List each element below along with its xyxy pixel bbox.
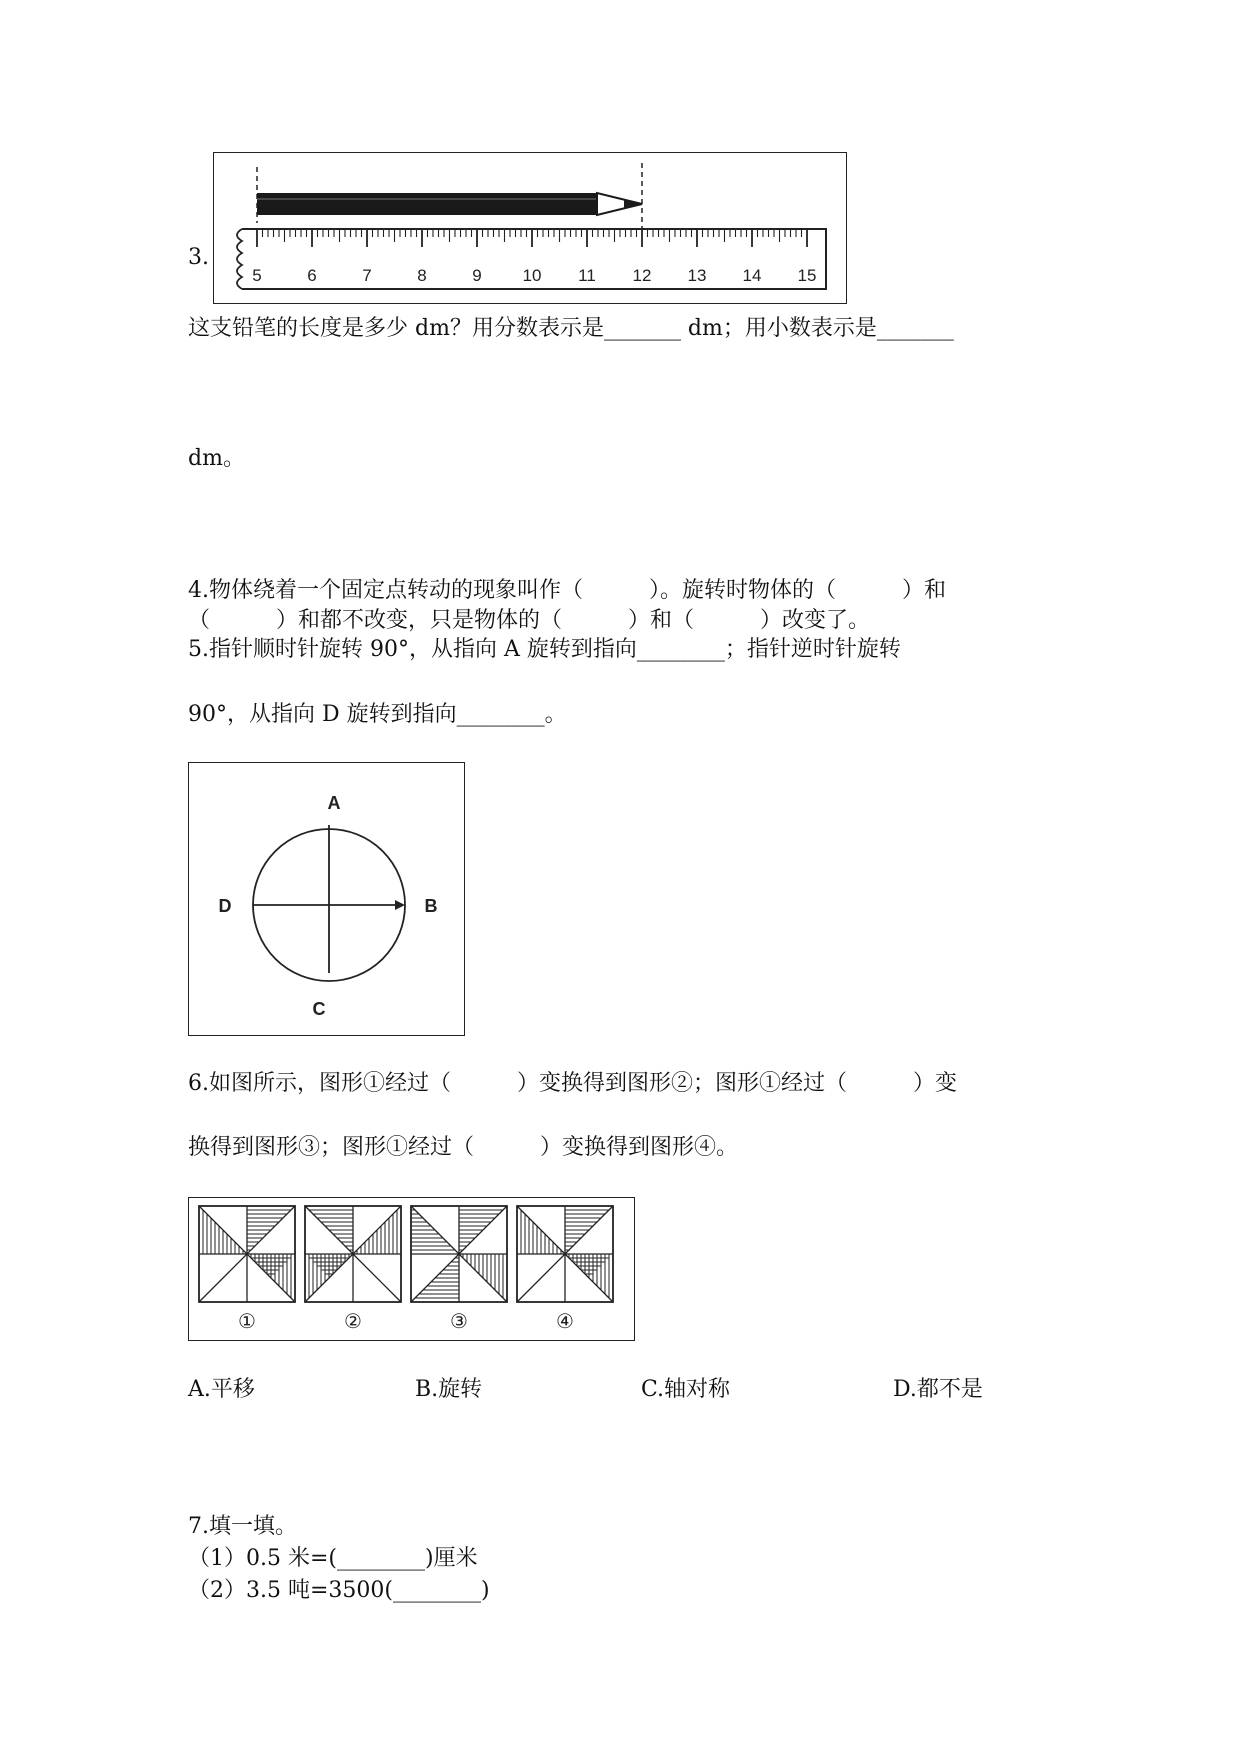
q5-line2: 90°，从指向 D 旋转到指向________。 [188, 702, 567, 727]
shape-4 [517, 1206, 613, 1302]
shapes-figure [188, 1197, 635, 1341]
label-b: B [424, 896, 438, 916]
shape-label: ④ [556, 1311, 574, 1333]
ruler-broken-edge [237, 229, 242, 289]
q6-line2: 换得到图形③；图形①经过（ ）变换得到图形④。 [188, 1135, 739, 1160]
shape-label: ③ [450, 1311, 468, 1333]
q7-item1: （1）0.5 米=(________)厘米 [188, 1546, 478, 1571]
ruler-label: 11 [578, 266, 596, 285]
option-b: B.旋转 [415, 1377, 483, 1402]
label-a: A [327, 793, 341, 813]
shape-1 [199, 1206, 295, 1302]
label-c: C [312, 999, 326, 1019]
dial-illustration [189, 763, 464, 1035]
pointer-arrowhead [395, 900, 405, 910]
ruler-label: 12 [632, 266, 652, 285]
pencil-lead [624, 199, 642, 209]
label-d: D [218, 896, 232, 916]
transformation-shapes [189, 1198, 634, 1340]
option-a: A.平移 [188, 1377, 255, 1402]
ruler-label: 5 [252, 266, 262, 285]
ruler-label: 9 [472, 266, 482, 285]
option-d: D.都不是 [893, 1377, 983, 1402]
ruler-figure [213, 152, 847, 304]
dial-figure [188, 762, 465, 1036]
ruler-label: 7 [362, 266, 372, 285]
ruler-label: 10 [522, 266, 542, 285]
ruler-label: 13 [687, 266, 707, 285]
q4-line2: （ ）和都不改变，只是物体的（ ）和（ ）改变了。 [188, 608, 871, 633]
ruler-label: 15 [797, 266, 817, 285]
ruler-label: 6 [307, 266, 317, 285]
q4-line1: 4.物体绕着一个固定点转动的现象叫作（ ）。旋转时物体的（ ）和 [188, 578, 946, 603]
q7-title: 7.填一填。 [188, 1514, 297, 1539]
q5-line1: 5.指针顺时针旋转 90°，从指向 A 旋转到指向________；指针逆时针旋转 [188, 637, 901, 662]
q3-question-line2: dm。 [188, 446, 245, 471]
shape-label: ② [344, 1311, 362, 1333]
ruler-label: 14 [742, 266, 762, 285]
shape-2 [305, 1206, 401, 1302]
pencil-body [257, 193, 597, 215]
shape-label: ① [238, 1311, 256, 1333]
q3-number: 3. [188, 245, 209, 270]
option-c: C.轴对称 [641, 1377, 731, 1402]
q6-line1: 6.如图所示，图形①经过（ ）变换得到图形②；图形①经过（ ）变 [188, 1071, 957, 1096]
shape-3 [411, 1206, 507, 1302]
ruler-label: 8 [417, 266, 427, 285]
q3-question-line1: 这支铅笔的长度是多少 dm？用分数表示是_______ dm；用小数表示是_______ [188, 316, 954, 341]
q7-item2: （2）3.5 吨=3500(________) [188, 1578, 490, 1603]
pencil-ruler-illustration [214, 153, 846, 303]
